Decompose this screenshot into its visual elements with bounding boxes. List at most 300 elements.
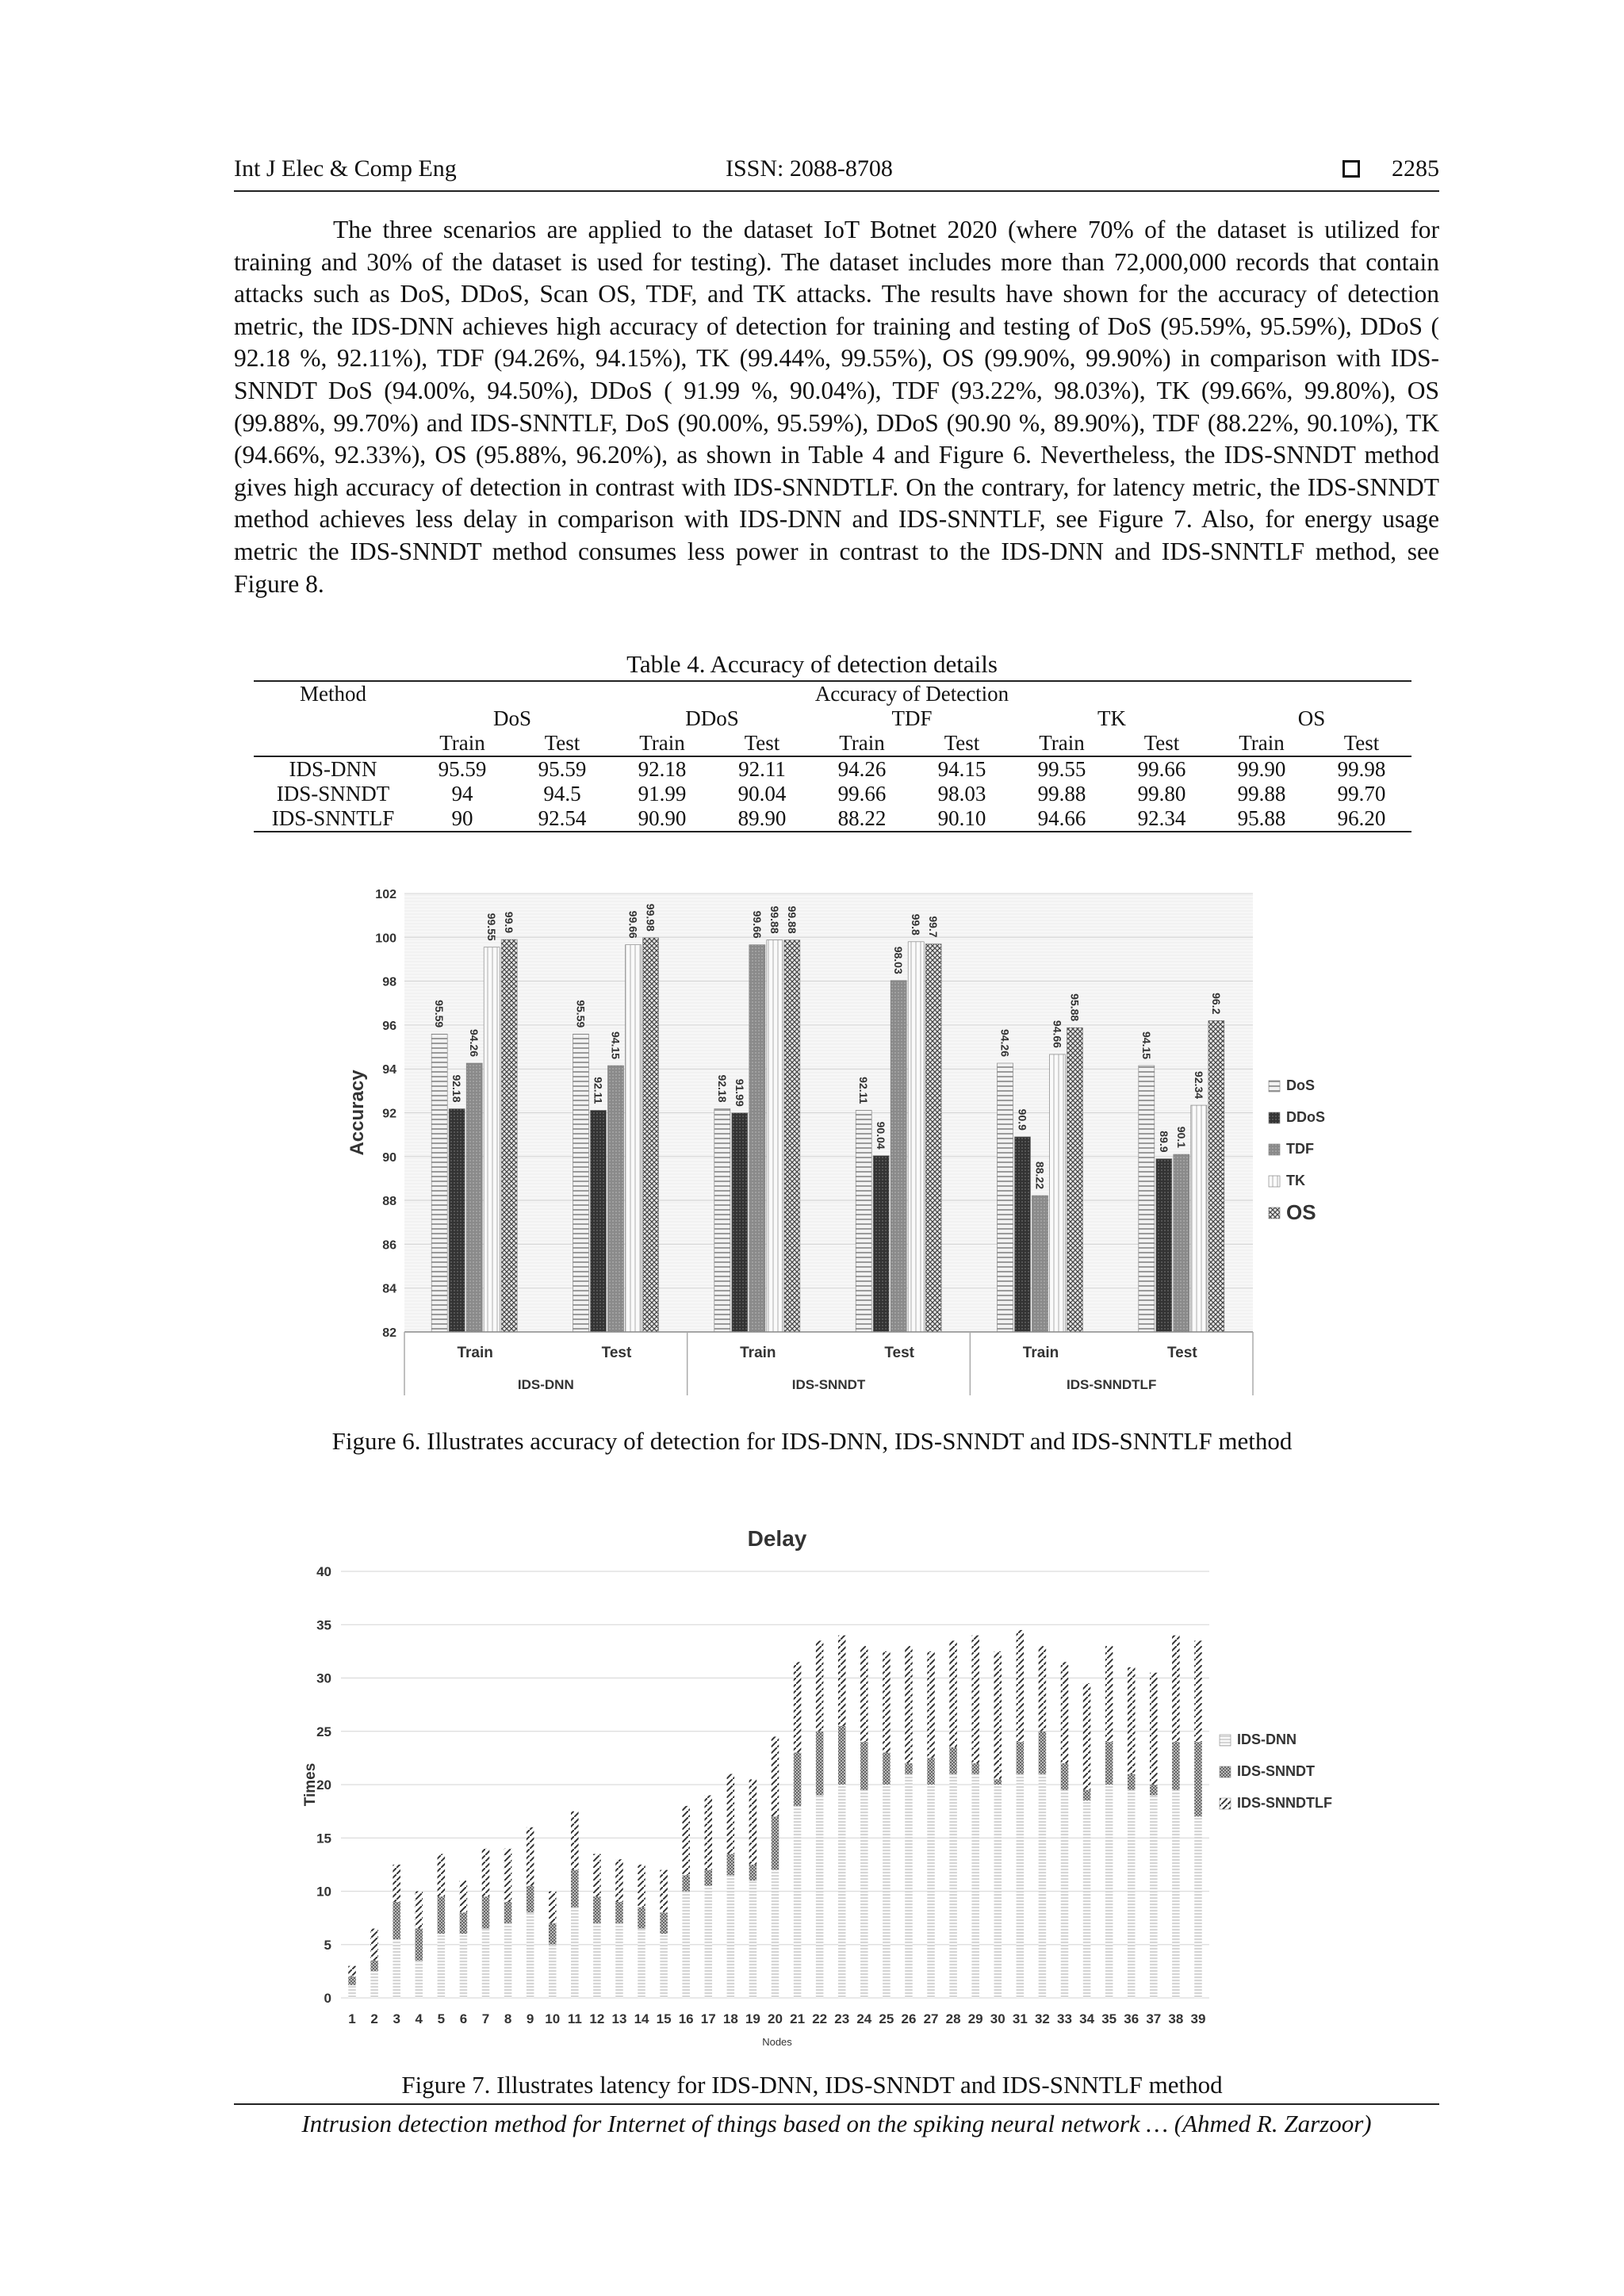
y-tick-label: 25 xyxy=(316,1724,331,1739)
group-label: IDS-SNNDTLF xyxy=(1067,1377,1157,1392)
value-cell: 92.54 xyxy=(512,806,612,832)
bar-ids-snndt xyxy=(1128,1774,1136,1790)
bar-value-label: 92.34 xyxy=(1192,1071,1205,1100)
bar-ddos xyxy=(1015,1137,1031,1332)
value-cell: 96.20 xyxy=(1312,806,1411,832)
legend-swatch xyxy=(1269,1207,1280,1219)
x-tick-label: Test xyxy=(601,1345,632,1361)
x-tick-label: 30 xyxy=(990,2011,1005,2026)
x-tick-label: 32 xyxy=(1034,2011,1050,2026)
y-axis-label: Times xyxy=(302,1762,319,1807)
bar-value-label: 98.03 xyxy=(892,946,906,974)
bar-ddos xyxy=(1156,1159,1172,1332)
legend-label: TDF xyxy=(1286,1141,1314,1157)
value-cell: 92.18 xyxy=(638,757,687,781)
bar-value-label: 99.8 xyxy=(910,913,923,936)
bar-value-label: 91.99 xyxy=(733,1078,746,1107)
bar-tk xyxy=(767,940,783,1332)
bar-ids-snndt xyxy=(1083,1790,1091,1800)
bar-ddos xyxy=(591,1110,607,1332)
legend-swatch xyxy=(1269,1081,1280,1092)
figure6-caption: Figure 6. Illustrates accuracy of detection for IDS-DNN, IDS-SNNDT and IDS-SNNTLF method xyxy=(331,1427,1293,1455)
bar-ids-snndt xyxy=(860,1742,868,1790)
bar-os xyxy=(501,939,517,1332)
bar-ids-dnn xyxy=(949,1774,957,1998)
bar-ids-dnn xyxy=(482,1929,490,1998)
value-cell: 95.59 xyxy=(438,757,487,781)
x-tick-label: 2 xyxy=(370,2011,378,2026)
bar-ids-dnn xyxy=(660,1934,668,1998)
table-row xyxy=(254,782,1411,806)
bar-ids-dnn xyxy=(1061,1790,1069,1998)
bar-ids-snndt xyxy=(615,1902,623,1923)
value-cell: 98.03 xyxy=(937,782,986,806)
bar-ids-snndt xyxy=(438,1896,446,1934)
x-tick-label: 34 xyxy=(1079,2011,1095,2026)
bar-os xyxy=(784,940,800,1332)
y-tick-label: 84 xyxy=(382,1282,396,1296)
x-tick-label: 19 xyxy=(745,2011,760,2026)
table-caption: Table 4. Accuracy of detection details xyxy=(626,650,998,678)
bar-ids-snndtlf xyxy=(638,1865,645,1908)
method-header: Method xyxy=(254,681,412,706)
method-cell: IDS-SNNTLF xyxy=(254,806,412,832)
legend-label: DoS xyxy=(1286,1077,1315,1093)
bar-dos xyxy=(998,1063,1013,1332)
legend-label: IDS-SNNDT xyxy=(1237,1763,1315,1779)
x-tick-label: 12 xyxy=(589,2011,605,2026)
value-cell: 99.55 xyxy=(1037,757,1086,781)
bar-ids-snndt xyxy=(749,1865,757,1881)
bar-ids-dnn xyxy=(370,1971,378,1998)
bar-tk xyxy=(1191,1105,1207,1332)
legend-label: DDoS xyxy=(1286,1109,1325,1125)
bar-tdf xyxy=(608,1066,624,1332)
x-tick-label: Test xyxy=(1166,1345,1197,1361)
x-tick-label: 25 xyxy=(879,2011,894,2026)
bar-ids-snndt xyxy=(415,1929,423,1961)
bar-os xyxy=(925,944,941,1332)
value-cell: 94.26 xyxy=(837,757,887,781)
bar-ids-dnn xyxy=(838,1785,846,1998)
bar-tk xyxy=(1050,1054,1066,1332)
bar-tk xyxy=(484,947,500,1332)
bar-ids-snndt xyxy=(370,1961,378,1971)
attack-header: DDoS xyxy=(685,706,739,730)
bar-dos xyxy=(856,1110,871,1332)
x-tick-label: 29 xyxy=(967,2011,983,2026)
value-cell: 99.70 xyxy=(1337,782,1386,806)
bar-tdf xyxy=(1032,1196,1048,1332)
bar-tk xyxy=(908,942,924,1332)
bar-ids-dnn xyxy=(504,1923,512,1998)
bar-ids-snndt xyxy=(1105,1742,1113,1785)
value-cell: 99.66 xyxy=(837,782,887,806)
value-cell: 90 xyxy=(412,806,512,832)
x-tick-label: 26 xyxy=(901,2011,917,2026)
body-paragraph: The three scenarios are applied to the dataset IoT Botnet 2020 (where 70% of the dataset is utilized for training and 30% of the dataset is used for testing). The dataset includes more than 72,000,000 records that contain attacks such as DoS, DDoS, Scan OS, TDF, and TK attacks. The results have shown for the accuracy of detection metric, the IDS-DNN achieves high accuracy of detection for training and testing of DoS (95.59%, 95.59%), DDoS ( 92.18 %, 92.11%), TDF (94.26%, 94.15%), TK (99.44%, 99.55%), OS (99.90%, 99.90%) in comparison with IDS-SNNDT DoS (94.00%, 94.50%), DDoS ( 91.99 %, 90.04%), TDF (93.22%, 98.03%), TK (99.66%, 99.80%), OS (99.88%, 99.70%) and IDS-SNNTLF, DoS (90.00%, 95.59%), DDoS (90.90 %, 89.90%), TDF (88.22%, 90.10%), TK (94.66%, 92.33%), OS (95.88%, 96.20%), as shown in Table 4 and Figure 6. Nevertheless, the IDS-SNNDT method gives high accuracy of detection in contrast with IDS-SNNDTLF. On the contrary, for latency metric, the IDS-SNNDT method achieves less delay in comparison with IDS-DNN and IDS-SNNTLF, see Figure 7. Also, for energy usage metric the IDS-SNNDT method consumes less power in contrast to the IDS-DNN and IDS-SNNTLF method, see Figure 8. xyxy=(234,216,1439,598)
bar-value-label: 99.88 xyxy=(785,905,799,934)
bar-value-label: 92.11 xyxy=(592,1077,605,1104)
train-header: Train xyxy=(1012,731,1112,756)
bar-ids-dnn xyxy=(438,1934,446,1998)
bar-ids-snndt xyxy=(971,1763,979,1774)
bar-ids-snndtlf xyxy=(682,1806,690,1875)
value-cell: 92.34 xyxy=(1112,806,1212,832)
bar-ids-snndtlf xyxy=(838,1636,846,1726)
method-cell: IDS-SNNDT xyxy=(276,782,390,806)
bar-dos xyxy=(1139,1066,1155,1332)
bar-dos xyxy=(714,1109,730,1332)
x-tick-label: 14 xyxy=(634,2011,649,2026)
bar-ids-snndt xyxy=(772,1816,779,1869)
legend-label: TK xyxy=(1286,1173,1305,1188)
bar-tk xyxy=(626,945,642,1332)
bar-ids-snndt xyxy=(1017,1742,1025,1774)
bar-ids-snndtlf xyxy=(1105,1646,1113,1742)
value-cell: 94 xyxy=(451,782,473,806)
bar-ids-snndt xyxy=(393,1902,400,1939)
page-footer: Intrusion detection method for Internet of things based on the spiking neural network … (Ahmed R. Zarzoor) xyxy=(234,2103,1439,2138)
x-tick-label: Train xyxy=(1022,1345,1059,1361)
bar-value-label: 90.9 xyxy=(1016,1108,1029,1131)
x-tick-label: 10 xyxy=(545,2011,561,2026)
x-tick-label: 9 xyxy=(526,2011,534,2026)
x-tick-label: 13 xyxy=(611,2011,627,2026)
group-label: IDS-DNN xyxy=(517,1377,574,1392)
attack-header: OS xyxy=(1297,706,1326,730)
bar-os xyxy=(643,938,659,1332)
bar-ids-dnn xyxy=(749,1881,757,1998)
bar-ids-snndt xyxy=(527,1886,534,1913)
bar-ids-dnn xyxy=(1105,1785,1113,1998)
test-header: Test xyxy=(1112,731,1212,756)
y-tick-label: 15 xyxy=(316,1831,331,1846)
bar-ids-snndtlf xyxy=(1194,1640,1202,1742)
test-header: Test xyxy=(712,731,812,756)
y-tick-label: 96 xyxy=(382,1019,396,1033)
y-tick-label: 94 xyxy=(382,1063,396,1077)
bar-ids-snndt xyxy=(927,1758,935,1785)
y-tick-label: 92 xyxy=(382,1107,396,1121)
bar-ids-dnn xyxy=(794,1806,802,1998)
subheader-row xyxy=(254,731,1411,756)
y-tick-label: 10 xyxy=(316,1884,331,1900)
delay-chart xyxy=(301,1506,1411,2061)
bar-value-label: 94.15 xyxy=(609,1031,622,1060)
x-tick-label: 28 xyxy=(945,2011,961,2026)
x-tick-label: 37 xyxy=(1146,2011,1162,2026)
bar-ids-dnn xyxy=(1128,1790,1136,1998)
bar-ids-snndtlf xyxy=(482,1849,490,1897)
attack-header: DoS xyxy=(492,706,531,730)
bar-ids-dnn xyxy=(971,1774,979,1998)
bar-ids-snndt xyxy=(816,1732,824,1796)
bar-ids-snndt xyxy=(504,1902,512,1923)
y-tick-label: 100 xyxy=(375,932,396,946)
value-cell: 94.66 xyxy=(1012,806,1112,832)
bar-ids-dnn xyxy=(460,1934,468,1998)
bar-ids-dnn xyxy=(994,1785,1002,1998)
bar-ids-dnn xyxy=(1039,1774,1047,1998)
bar-ids-dnn xyxy=(415,1961,423,1998)
bar-ids-snndt xyxy=(660,1912,668,1934)
bar-ids-dnn xyxy=(593,1923,601,1998)
x-tick-label: 21 xyxy=(790,2011,806,2026)
bar-ids-snndtlf xyxy=(883,1651,891,1753)
x-tick-label: 6 xyxy=(459,2011,468,2026)
bar-ids-dnn xyxy=(1017,1774,1025,1998)
value-cell: 88.22 xyxy=(812,806,912,832)
attack-header: TK xyxy=(1097,706,1126,730)
issn: ISSN: 2088-8708 xyxy=(726,155,893,182)
bar-ids-dnn xyxy=(615,1923,623,1998)
value-cell: 95.88 xyxy=(1212,806,1312,832)
bar-ids-dnn xyxy=(527,1912,534,1998)
bar-value-label: 96.2 xyxy=(1209,993,1223,1015)
bar-ids-dnn xyxy=(549,1945,557,1998)
bar-ids-snndtlf xyxy=(1017,1630,1025,1742)
legend-swatch xyxy=(1269,1144,1280,1155)
bar-ids-dnn xyxy=(638,1929,645,1998)
y-tick-label: 5 xyxy=(324,1937,331,1953)
bar-ids-snndtlf xyxy=(1061,1662,1069,1763)
x-tick-label: 31 xyxy=(1012,2011,1028,2026)
bar-ids-dnn xyxy=(772,1870,779,1998)
bar-ids-snndtlf xyxy=(460,1881,468,1912)
y-tick-label: 30 xyxy=(316,1670,331,1686)
x-tick-label: 35 xyxy=(1101,2011,1117,2026)
bar-ids-dnn xyxy=(1083,1800,1091,1998)
bar-ddos xyxy=(732,1113,748,1332)
bar-ids-dnn xyxy=(571,1908,579,1998)
y-tick-label: 88 xyxy=(382,1195,396,1209)
train-header: Train xyxy=(812,731,912,756)
x-tick-label: Train xyxy=(740,1345,776,1361)
train-header: Train xyxy=(612,731,712,756)
y-tick-label: 0 xyxy=(324,1991,331,2006)
y-tick-label: 90 xyxy=(382,1150,396,1165)
train-header: Train xyxy=(1212,731,1312,756)
bar-ids-snndt xyxy=(1194,1742,1202,1816)
bar-ids-snndt xyxy=(949,1747,957,1774)
x-tick-label: 20 xyxy=(768,2011,783,2026)
bar-ids-snndtlf xyxy=(1172,1636,1180,1743)
bar-ids-snndt xyxy=(593,1896,601,1923)
bar-ids-snndtlf xyxy=(794,1662,802,1752)
journal-name: Int J Elec & Comp Eng xyxy=(234,155,457,182)
test-header: Test xyxy=(1312,731,1411,756)
bar-value-label: 95.59 xyxy=(574,1000,588,1028)
x-tick-label: 15 xyxy=(656,2011,672,2026)
value-cell: 94.15 xyxy=(937,757,986,781)
bar-ids-snndt xyxy=(1061,1763,1069,1790)
x-tick-label: 22 xyxy=(812,2011,828,2026)
method-cell: IDS-DNN xyxy=(289,757,377,781)
bar-ids-snndtlf xyxy=(1039,1646,1047,1732)
x-tick-label: 38 xyxy=(1168,2011,1184,2026)
train-header: Train xyxy=(412,731,512,756)
bar-ids-snndt xyxy=(905,1763,913,1774)
x-tick-label: 33 xyxy=(1057,2011,1072,2026)
bar-value-label: 92.18 xyxy=(715,1074,729,1103)
value-cell: 90.10 xyxy=(912,806,1012,832)
bar-tdf xyxy=(749,945,765,1332)
attack-header: TDF xyxy=(891,706,933,730)
bar-ids-snndt xyxy=(682,1875,690,1891)
table-row xyxy=(254,806,1411,832)
bar-ids-snndt xyxy=(794,1753,802,1806)
value-cell: 94.5 xyxy=(543,782,581,806)
bar-ids-snndtlf xyxy=(593,1854,601,1896)
figure7-caption: Figure 7. Illustrates latency for IDS-DNN, IDS-SNNDT and IDS-SNNTLF method xyxy=(401,2071,1223,2099)
x-tick-label: 11 xyxy=(567,2011,582,2026)
bar-value-label: 94.26 xyxy=(468,1028,481,1058)
table-header-row xyxy=(254,681,1411,706)
bar-ids-snndtlf xyxy=(393,1865,400,1902)
bar-ids-snndtlf xyxy=(415,1892,423,1929)
value-cell: 99.98 xyxy=(1337,757,1386,781)
chart-title: Delay xyxy=(747,1526,807,1551)
legend-swatch xyxy=(1269,1112,1280,1123)
x-tick-label: 16 xyxy=(678,2011,694,2026)
legend-swatch xyxy=(1220,1798,1231,1809)
value-cell: 99.90 xyxy=(1237,757,1286,781)
bar-ids-dnn xyxy=(860,1790,868,1998)
bar-value-label: 95.59 xyxy=(433,1000,446,1028)
bar-tdf xyxy=(466,1063,482,1332)
bar-value-label: 94.26 xyxy=(998,1028,1012,1058)
accuracy-chart xyxy=(333,884,1364,1399)
bar-value-label: 92.11 xyxy=(857,1077,871,1104)
legend-swatch xyxy=(1269,1176,1280,1187)
value-cell: 90.04 xyxy=(737,782,787,806)
bar-value-label: 89.9 xyxy=(1157,1131,1170,1153)
bar-value-label: 99.88 xyxy=(768,905,781,934)
bar-ids-snndtlf xyxy=(727,1774,735,1854)
bar-ids-snndtlf xyxy=(370,1929,378,1961)
bar-ids-snndt xyxy=(1150,1785,1158,1795)
bar-ids-snndtlf xyxy=(615,1859,623,1902)
bar-value-label: 90.04 xyxy=(875,1121,888,1150)
bar-ids-snndt xyxy=(348,1976,356,1985)
x-tick-label: Train xyxy=(457,1345,493,1361)
bar-ids-dnn xyxy=(1150,1795,1158,1998)
legend-swatch xyxy=(1220,1766,1231,1777)
x-tick-label: Test xyxy=(884,1345,915,1361)
bar-value-label: 94.15 xyxy=(1139,1031,1153,1060)
test-header: Test xyxy=(912,731,1012,756)
page-number: 2285 xyxy=(1392,155,1439,182)
bar-ids-snndt xyxy=(727,1854,735,1875)
bar-ddos xyxy=(449,1109,465,1332)
bar-ids-snndtlf xyxy=(927,1651,935,1758)
x-tick-label: 17 xyxy=(700,2011,716,2026)
x-tick-label: 18 xyxy=(722,2011,738,2026)
bar-ids-dnn xyxy=(704,1886,712,1998)
bar-ids-snndt xyxy=(571,1870,579,1908)
y-tick-label: 35 xyxy=(316,1617,331,1633)
x-tick-label: 7 xyxy=(481,2011,490,2026)
bar-ids-dnn xyxy=(816,1795,824,1998)
bar-ids-snndtlf xyxy=(704,1795,712,1869)
bar-ids-snndtlf xyxy=(860,1646,868,1742)
value-cell: 95.59 xyxy=(538,757,587,781)
bar-value-label: 99.66 xyxy=(750,910,764,939)
bar-value-label: 92.18 xyxy=(450,1074,464,1103)
bar-ids-snndtlf xyxy=(1128,1667,1136,1774)
x-tick-label: 24 xyxy=(856,2011,872,2026)
bar-ids-snndtlf xyxy=(660,1870,668,1913)
bar-ids-snndtlf xyxy=(949,1640,957,1747)
x-tick-label: 4 xyxy=(415,2011,423,2026)
value-cell: 92.11 xyxy=(738,757,786,781)
bar-ids-dnn xyxy=(348,1985,356,1998)
bar-ids-snndtlf xyxy=(1083,1683,1091,1790)
bar-value-label: 95.88 xyxy=(1068,993,1082,1022)
legend-label: IDS-DNN xyxy=(1237,1732,1297,1747)
value-cell: 99.88 xyxy=(1037,782,1086,806)
table-row xyxy=(254,756,1411,782)
bar-ids-snndtlf xyxy=(749,1779,757,1865)
x-tick-label: 5 xyxy=(437,2011,446,2026)
bar-ids-snndtlf xyxy=(994,1651,1002,1779)
legend-swatch xyxy=(1220,1735,1231,1746)
x-tick-label: 3 xyxy=(393,2011,400,2026)
y-tick-label: 82 xyxy=(382,1326,396,1340)
bar-ids-snndt xyxy=(638,1908,645,1929)
bar-value-label: 90.1 xyxy=(1174,1126,1188,1149)
bar-ids-snndt xyxy=(549,1923,557,1945)
bar-ids-snndtlf xyxy=(438,1854,446,1896)
bar-ids-snndtlf xyxy=(971,1636,979,1763)
value-cell: 99.80 xyxy=(1137,782,1186,806)
bar-ids-dnn xyxy=(682,1892,690,1999)
bar-dos xyxy=(431,1034,447,1332)
bar-ids-snndtlf xyxy=(772,1736,779,1816)
bar-ids-snndt xyxy=(1172,1742,1180,1790)
bar-value-label: 88.22 xyxy=(1033,1161,1047,1190)
bar-dos xyxy=(573,1034,589,1332)
bar-ids-snndtlf xyxy=(504,1849,512,1902)
bar-ids-snndtlf xyxy=(348,1966,356,1976)
bar-ids-snndt xyxy=(883,1753,891,1785)
legend-label: OS xyxy=(1286,1200,1316,1224)
bar-ids-snndt xyxy=(460,1912,468,1934)
bar-tdf xyxy=(891,981,906,1332)
y-tick-label: 40 xyxy=(316,1564,331,1579)
page-number-block xyxy=(1342,155,1439,182)
bar-ids-snndtlf xyxy=(816,1640,824,1731)
test-header: Test xyxy=(512,731,612,756)
y-tick-label: 102 xyxy=(375,888,396,901)
y-tick-label: 20 xyxy=(316,1777,331,1793)
bar-value-label: 94.66 xyxy=(1051,1020,1064,1048)
x-tick-label: 1 xyxy=(348,2011,356,2026)
bar-os xyxy=(1067,1027,1083,1332)
x-tick-label: 39 xyxy=(1190,2011,1206,2026)
y-tick-label: 98 xyxy=(382,975,396,989)
bar-ids-dnn xyxy=(393,1939,400,1998)
bar-tdf xyxy=(1174,1154,1189,1332)
bar-ids-snndt xyxy=(1039,1732,1047,1774)
square-icon xyxy=(1342,160,1360,178)
y-tick-label: 86 xyxy=(382,1238,396,1253)
bar-ids-snndt xyxy=(704,1870,712,1886)
value-cell: 91.99 xyxy=(638,782,687,806)
x-axis-label: Nodes xyxy=(762,2036,792,2048)
bar-value-label: 99.9 xyxy=(503,911,516,934)
